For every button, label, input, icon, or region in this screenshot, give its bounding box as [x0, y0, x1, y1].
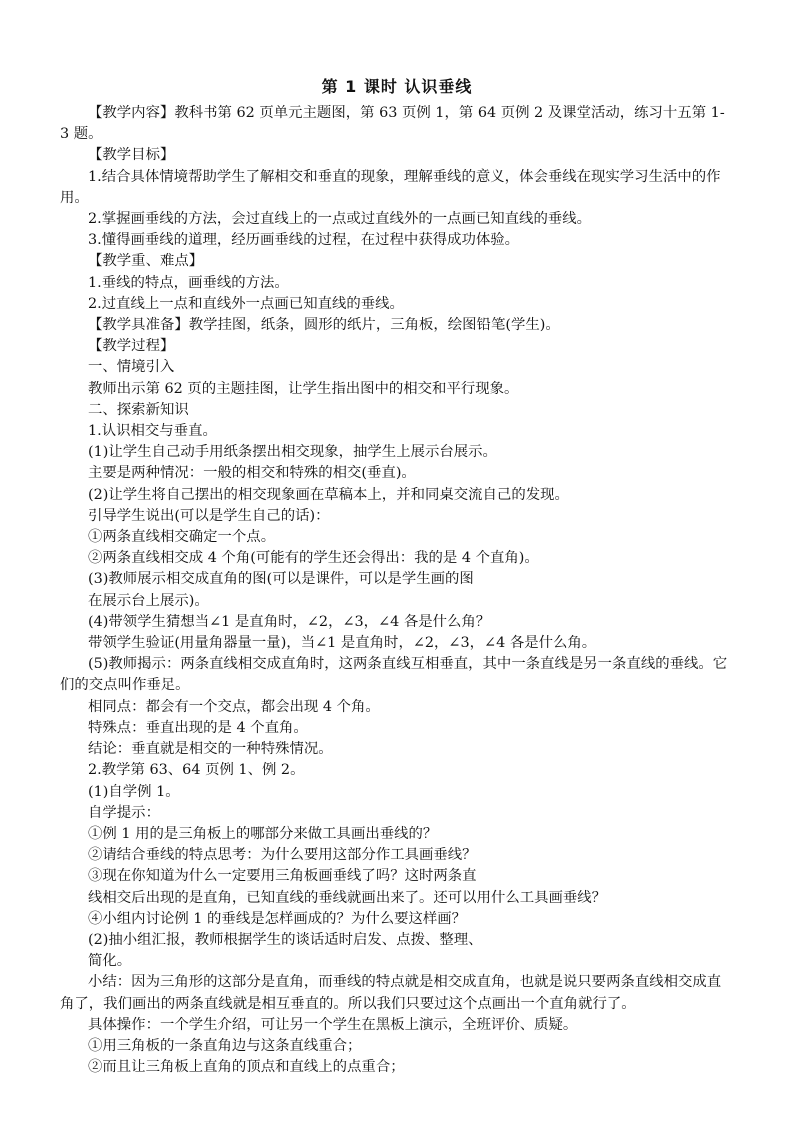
paragraph-line: ②请结合垂线的特点思考：为什么要用这部分作工具画垂线？ [88, 847, 477, 864]
paragraph-line: 结论：垂直就是相交的一种特殊情况。 [88, 741, 333, 758]
paragraph-line: 【教学内容】教科书第 62 页单元主题图，第 63 页例 1，第 64 页例 2 及课堂活动，练习十五第 1-3 题。 [60, 105, 725, 143]
paragraph-line: 小结：因为三角形的这部分是直角，而垂线的特点就是相交成直角，也就是说只要两条直线相交成直角了，我们画出的两条直线就是相互垂直的。所以我们只要过这个点画出一个直角就行了。 [60, 974, 722, 1012]
paragraph-line: 相同点：都会有一个交点，都会出现 4 个角。 [88, 698, 380, 715]
paragraph-line: 一、情境引入 [88, 359, 175, 376]
paragraph-line: 带领学生验证(用量角器量一量)，当∠1 是直角时，∠2，∠3，∠4 各是什么角。 [88, 635, 597, 652]
paragraph-line: (1)让学生自己动手用纸条摆出相交现象，抽学生上展示台展示。 [88, 444, 497, 461]
paragraph-line: 1.认识相交与垂直。 [88, 423, 217, 440]
paragraph-line: (4)带领学生猜想当∠1 是直角时，∠2，∠3，∠4 各是什么角？ [88, 613, 491, 630]
paragraph-line: (5)教师揭示：两条直线相交成直角时，这两条直线互相垂直，其中一条直线是另一条直线的垂线。它们的交点叫作垂足。 [60, 656, 728, 694]
paragraph-line: ①例 1 用的是三角板上的哪部分来做工具画出垂线的？ [88, 825, 438, 842]
paragraph-line: 1.垂线的特点，画垂线的方法。 [88, 274, 289, 291]
paragraph-line: 2.过直线上一点和直线外一点画已知直线的垂线。 [88, 295, 404, 312]
paragraph-line: 教师出示第 62 页的主题挂图，让学生指出图中的相交和平行现象。 [88, 380, 519, 397]
paragraph-line: (1)自学例 1。 [88, 783, 180, 800]
paragraph-line: ①用三角板的一条直角边与这条直线重合； [88, 1037, 362, 1054]
paragraph-line: 3.懂得画垂线的道理，经历画垂线的过程，在过程中获得成功体验。 [88, 232, 520, 249]
paragraph-line: 简化。 [88, 953, 132, 970]
paragraph-line: ②两条直线相交成 4 个角(可能有的学生还会得出：我的是 4 个直角)。 [88, 550, 539, 567]
paragraph-line: (2)抽小组汇报，教师根据学生的谈话适时启发、点拨、整理、 [88, 931, 483, 948]
paragraph-line: 【教学过程】 [88, 338, 175, 355]
paragraph-line: 具体操作：一个学生介绍，可让另一个学生在黑板上演示，全班评价、质疑。 [88, 1016, 578, 1033]
paragraph-line: 在展示台上展示)。 [88, 592, 209, 609]
paragraph-line: ②而且让三角板上直角的顶点和直线上的点重合； [88, 1059, 405, 1076]
paragraph-line: ③现在你知道为什么一定要用三角板画垂线了吗？这时两条直 [88, 868, 477, 885]
paragraph-line: 【教学目标】 [88, 147, 175, 164]
paragraph-line: 特殊点：垂直出现的是 4 个直角。 [88, 719, 308, 736]
paragraph-line: ④小组内讨论例 1 的垂线是怎样画成的？为什么要这样画？ [88, 910, 467, 927]
paragraph-line: 【教学具准备】教学挂图，纸条，圆形的纸片，三角板，绘图铅笔(学生)。 [88, 317, 560, 334]
paragraph-line: (2)让学生将自己摆出的相交现象画在草稿本上，并和同桌交流自己的发现。 [88, 486, 569, 503]
paragraph-line: 2.教学第 63、64 页例 1、例 2。 [88, 762, 305, 779]
paragraph-line: 引导学生说出(可以是学生自己的话)： [88, 507, 330, 524]
paragraph-line: 2.掌握画垂线的方法，会过直线上的一点或过直线外的一点画已知直线的垂线。 [88, 211, 592, 228]
lesson-title: 第 1 课时 认识垂线 [321, 77, 473, 96]
paragraph-line: ①两条直线相交确定一个点。 [88, 529, 276, 546]
paragraph-line: (3)教师展示相交成直角的图(可以是课件，可以是学生画的图 [88, 571, 474, 588]
paragraph-line: 自学提示： [88, 804, 160, 821]
paragraph-line: 主要是两种情况：一般的相交和特殊的相交(垂直)。 [88, 465, 416, 482]
paragraph-line: 线相交后出现的是直角，已知直线的垂线就画出来了。还可以用什么工具画垂线？ [88, 889, 607, 906]
paragraph-line: 1.结合具体情境帮助学生了解相交和垂直的现象，理解垂线的意义，体会垂线在现实学习生活中的作用。 [60, 168, 721, 206]
paragraph-line: 【教学重、难点】 [88, 253, 204, 270]
paragraph-line: 二、探索新知识 [88, 401, 189, 418]
lesson-body [60, 103, 728, 1078]
